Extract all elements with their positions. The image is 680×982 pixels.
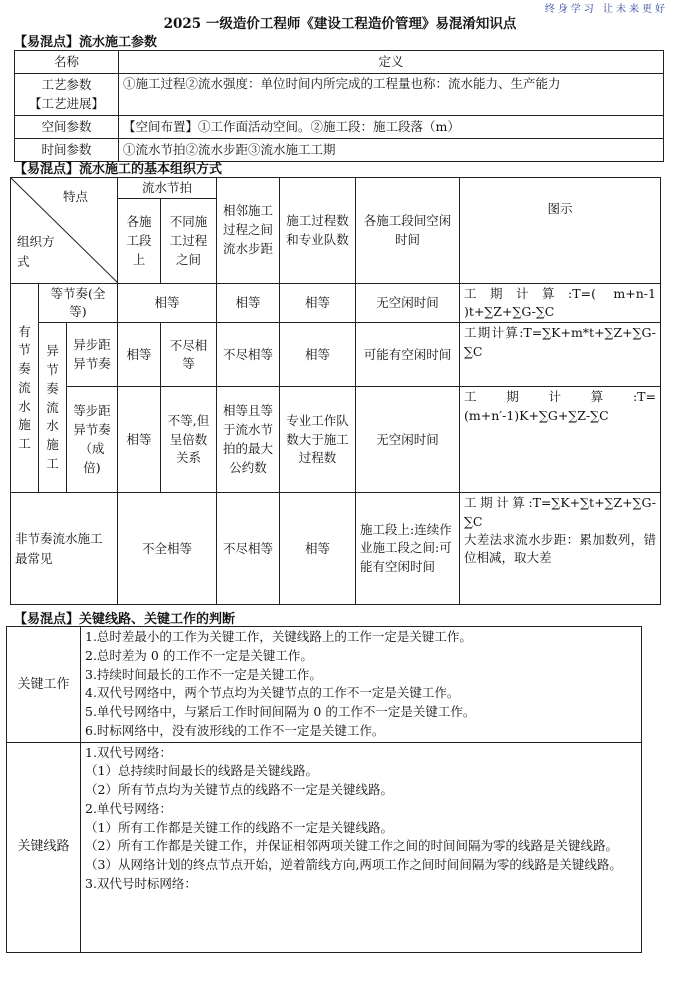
critical-path-list <box>81 742 642 952</box>
label-critical-path: 关键线路 <box>7 742 81 952</box>
row-feijiezou-name: 非节奏流水施工最常见 <box>11 493 118 605</box>
header-jiepai-b: 不同施工过程之间 <box>161 199 217 284</box>
row-time-name: 时间参数 <box>15 138 119 161</box>
row-yibubuju-duiwu: 相等 <box>280 323 356 387</box>
critical-table <box>6 626 642 953</box>
critical-path-item: 2.单代号网络： <box>85 800 172 816</box>
critical-path-item: （3）从网络计划的终点节点开始，逆着箭线方向,两项工作之间时间间隔为零的线路是关键线路。 <box>85 857 622 872</box>
critical-work-list <box>81 627 642 743</box>
critical-work-item: 2.总时差为 0 的工作不一定是关键工作。 <box>85 647 313 663</box>
params-table <box>14 50 664 162</box>
row-space-def: 【空间布置】①工作面活动空间。②施工段：施工段落（m） <box>119 115 664 138</box>
row-dengbuju-b: 不等,但呈倍数关系 <box>161 387 217 493</box>
row-dengjiezou-jiepai: 相等 <box>118 284 217 323</box>
label-critical-work: 关键工作 <box>7 627 81 743</box>
critical-work-item: 3.持续时间最长的工作不一定是关键工作。 <box>85 666 322 682</box>
row-dengbuju-duiwu: 专业工作队数大于施工过程数 <box>280 387 356 493</box>
row-yibubuju-tushi: 工期计算:T=∑K+m*t+∑Z+∑G-∑C <box>460 323 661 387</box>
row-dengjiezou-name: 等节奏(全等) <box>39 284 118 323</box>
diag-top-label: 特点 <box>63 189 89 204</box>
row-yibubuju-kongxian: 可能有空闲时间 <box>356 323 460 387</box>
header-jiepai-a: 各施工段上 <box>118 199 161 284</box>
critical-work-item: 1.总时差最小的工作为关键工作，关键线路上的工作一定是关键工作。 <box>85 629 472 644</box>
section-heading-params: 【易混点】流水施工参数 <box>14 35 158 50</box>
header-tushi: 图示 <box>460 178 661 284</box>
row-feijiezou-buju: 不尽相等 <box>217 493 280 605</box>
critical-path-item: 3.双代号时标网络： <box>85 875 197 891</box>
row-craft-def: ①施工过程②流水强度：单位时间内所完成的工程量也称：流水能力、生产能力 <box>119 74 664 116</box>
row-yibubuju-name: 异步距异节奏 <box>67 323 118 387</box>
header-buju: 相邻施工过程之间流水步距 <box>217 178 280 284</box>
row-time-def: ①流水节拍②流水步距③流水施工工期 <box>119 138 664 161</box>
row-feijiezou-jiepai: 不全相等 <box>118 493 217 605</box>
row-dengbuju-a: 相等 <box>118 387 161 493</box>
label-youjiezou: 有节奏流水施工 <box>11 284 39 493</box>
col-header-definition: 定义 <box>119 51 664 74</box>
row-yibubuju-a: 相等 <box>118 323 161 387</box>
row-feijiezou-tushi: 工期计算:T=∑K+∑t+∑Z+∑G-∑C 大差法求流水步距：累加数列，错位相减，取大差 <box>460 493 661 605</box>
critical-work-item: 5.单代号网络中，与紧后工作时间间隔为 0 的工作不一定是关键工作。 <box>85 704 476 719</box>
section-heading-organization: 【易混点】流水施工的基本组织方式 <box>14 162 223 177</box>
critical-path-item: （1）总持续时间最长的线路是关键线路。 <box>85 763 318 779</box>
section-heading-critical: 【易混点】关键线路、关键工作的判断 <box>14 612 236 627</box>
critical-path-item: （1）所有工作都是关键工作的线路不一定是关键线路。 <box>85 819 393 835</box>
header-jiepai: 流水节拍 <box>118 178 217 199</box>
row-feijiezou-duiwu: 相等 <box>280 493 356 605</box>
label-yibu: 异节奏流水施工 <box>39 323 67 493</box>
organization-table <box>10 177 661 605</box>
critical-work-item: 4.双代号网络中，两个节点均为关键节点的工作不一定是关键工作。 <box>85 685 460 701</box>
row-feijiezou-kongxian: 施工段上:连续作业施工段之间:可能有空闲时间 <box>356 493 460 605</box>
page-title: 2025 一级造价工程师《建设工程造价管理》易混淆知识点 <box>163 16 517 32</box>
diagonal-header-cell <box>11 178 118 284</box>
row-yibubuju-b: 不尽相等 <box>161 323 217 387</box>
row-dengbuju-buju: 相等且等于流水节拍的最大公约数 <box>217 387 280 493</box>
critical-path-item: （2）所有工作都是关键工作，并保证相邻两项关键工作之间的时间间隔为零的线路是关键线路。 <box>85 838 618 854</box>
critical-path-item: （2）所有节点均为关键节点的线路不一定是关键线路。 <box>85 782 393 797</box>
row-dengbuju-tushi: 工期计算:T=(m+n′-1)K+∑G+∑Z-∑C <box>460 387 661 493</box>
row-dengjiezou-duiwu: 相等 <box>280 284 356 323</box>
diag-bottom-label: 组织方式 <box>17 234 55 269</box>
row-dengbuju-name: 等步距异节奏（成倍) <box>67 387 118 493</box>
col-header-name: 名称 <box>15 51 119 74</box>
row-space-name: 空间参数 <box>15 115 119 138</box>
row-dengbuju-kongxian: 无空闲时间 <box>356 387 460 493</box>
row-dengjiezou-tushi: 工期计算:T=( m+n-1 )t+∑Z+∑G-∑C <box>460 284 661 323</box>
row-dengjiezou-buju: 相等 <box>217 284 280 323</box>
row-yibubuju-buju: 不尽相等 <box>217 323 280 387</box>
row-craft-name: 工艺参数 【工艺进展】 <box>15 74 119 116</box>
critical-work-item: 6.时标网络中，没有波形线的工作不一定是关键工作。 <box>85 722 385 738</box>
slogan: 终身学习 让未来更好 <box>544 4 668 15</box>
header-kongxian: 各施工段间空闲时间 <box>356 178 460 284</box>
critical-path-item: 1.双代号网络： <box>85 744 172 760</box>
header-duiwu: 施工过程数和专业队数 <box>280 178 356 284</box>
row-dengjiezou-kongxian: 无空闲时间 <box>356 284 460 323</box>
